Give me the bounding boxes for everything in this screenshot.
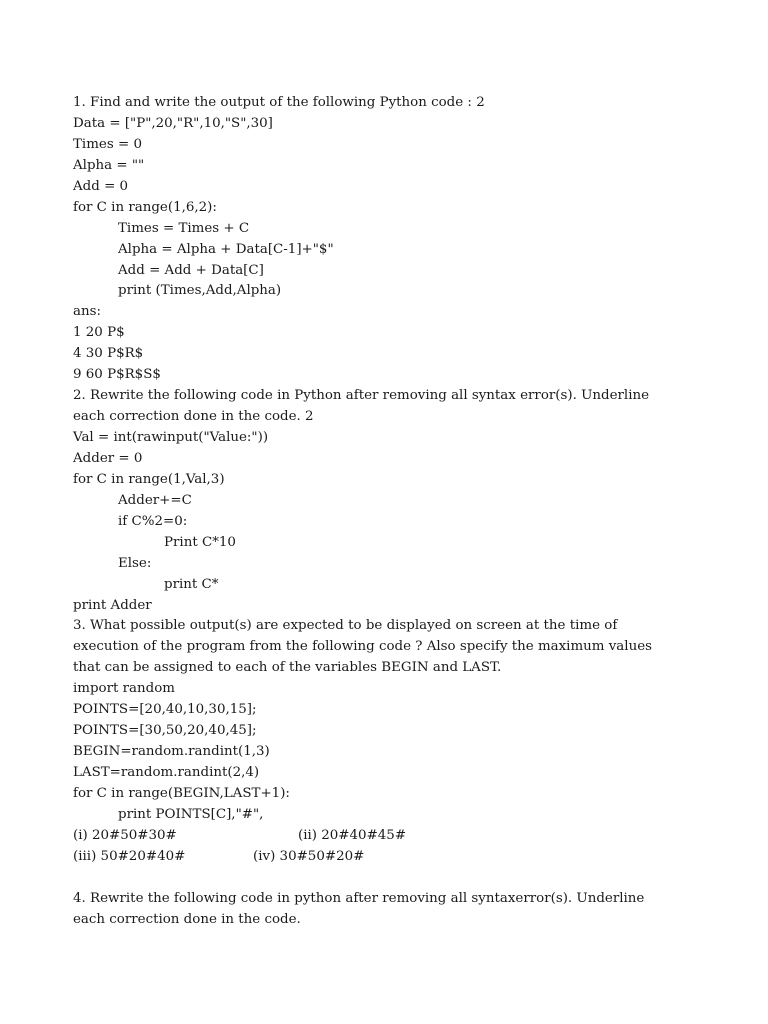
blank-line	[73, 868, 703, 889]
q4-heading-line: 4. Rewrite the following code in python after removing all syntaxerror(s). Underline	[73, 890, 645, 906]
q1-code-line: Add = 0	[73, 178, 129, 194]
q1-heading: 1. Find and write the output of the following Python code : 2	[73, 95, 485, 110]
document-page	[73, 93, 703, 931]
q3-option: (iii) 50#20#40#	[73, 848, 186, 864]
q2-code-line: Adder = 0	[73, 450, 143, 466]
q3-code-line: LAST=random.randint(2,4)	[73, 765, 260, 780]
q2-heading-line: each correction done in the code. 2	[73, 409, 314, 425]
q4-heading-line: each correction done in the code.	[73, 911, 301, 927]
q2-loop-line: if C%2=0:	[118, 513, 188, 529]
q3-options-row	[73, 826, 703, 847]
q2-code-line: Val = int(rawinput("Value:"))	[73, 430, 269, 445]
q1-code-line: Times = 0	[73, 136, 142, 152]
q1-loop-line: Alpha = Alpha + Data[C-1]+"$"	[118, 241, 334, 257]
q2-loop-line: Adder+=C	[118, 492, 192, 508]
q3-code-line: POINTS=[30,50,20,40,45];	[73, 723, 257, 739]
q2-nested-line: Print C*10	[164, 534, 236, 550]
q3-heading-line: execution of the program from the following code ? Also specify the maximum values	[73, 639, 652, 655]
q3-option: (i) 20#50#30#	[73, 827, 177, 843]
q3-options-row	[73, 847, 703, 868]
q3-code-line: import random	[73, 681, 175, 697]
q3-heading-line: that can be assigned to each of the variables BEGIN and LAST.	[73, 660, 502, 676]
q3-code-line: for C in range(BEGIN,LAST+1):	[73, 785, 290, 801]
q1-code-line: for C in range(1,6,2):	[73, 199, 217, 215]
q1-code-line: Alpha = ""	[73, 157, 145, 173]
q1-answer-line: 4 30 P$R$	[73, 346, 144, 362]
q2-final-line: print Adder	[73, 597, 152, 613]
q2-nested-line: print C*	[164, 576, 219, 592]
q2-else-line: Else:	[118, 555, 152, 571]
q2-code-line: for C in range(1,Val,3)	[73, 471, 225, 487]
q3-loop-line: print POINTS[C],"#",	[118, 806, 264, 822]
q1-answer-label: ans:	[73, 304, 101, 320]
q1-loop-line: print (Times,Add,Alpha)	[118, 283, 282, 299]
q3-option: (iv) 30#50#20#	[253, 848, 365, 864]
q1-loop-line: Times = Times + C	[118, 220, 250, 236]
q1-answer-line: 1 20 P$	[73, 325, 125, 341]
q3-code-line: POINTS=[20,40,10,30,15];	[73, 702, 257, 718]
q1-code-line: Data = ["P",20,"R",10,"S",30]	[73, 115, 273, 131]
q1-loop-line: Add = Add + Data[C]	[118, 262, 264, 278]
q2-heading-line: 2. Rewrite the following code in Python after removing all syntax error(s). Underline	[73, 388, 650, 404]
q3-heading-line: 3. What possible output(s) are expected to be displayed on screen at the time of	[73, 618, 618, 634]
q1-answer-line: 9 60 P$R$S$	[73, 367, 161, 383]
q3-option: (ii) 20#40#45#	[298, 827, 407, 843]
q3-code-line: BEGIN=random.randint(1,3)	[73, 744, 270, 760]
